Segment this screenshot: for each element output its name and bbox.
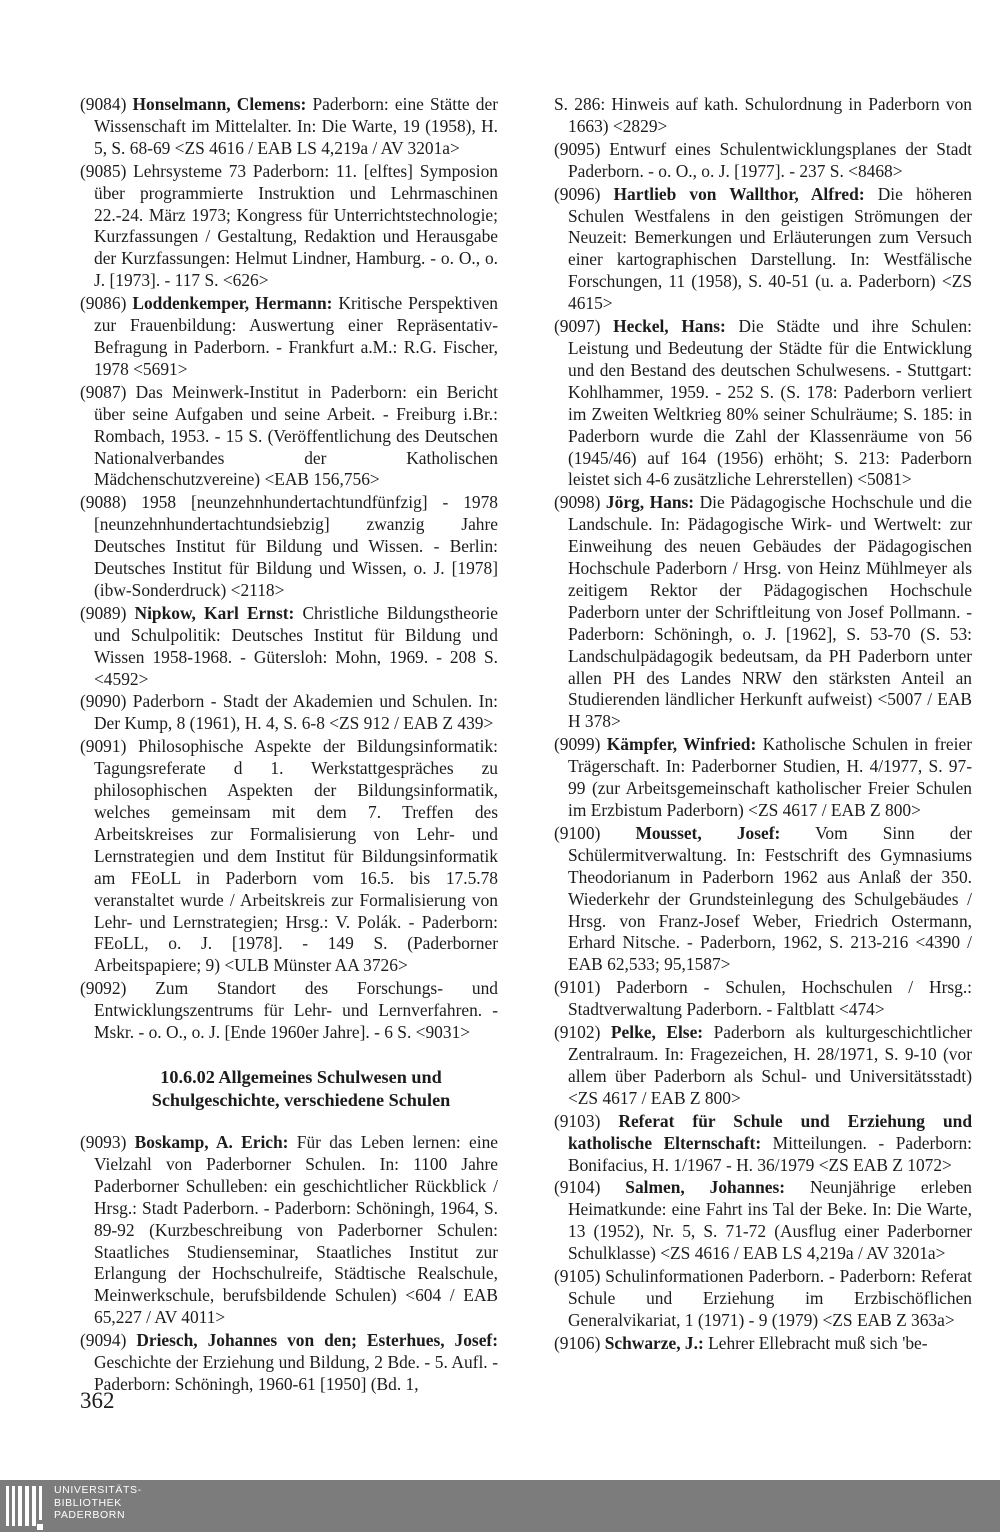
bib-entry: (9089) Nipkow, Karl Ernst: Christliche Bildungstheorie und Schulpolitik: Deutsches Institut für Bildung und Wissen 1958-1968. - Gütersloh: Mohn, 1969. - 208 S. <4592> [80,602,499,689]
bib-entry: (9094) Driesch, Johannes von den; Esterhues, Josef: Geschichte der Erziehung und Bildung, 2 Bde. - 5. Aufl. - Paderborn: Schöningh, 1960-61 [1950] (Bd. 1, [80,1330,499,1394]
bib-entry: (9086) Loddenkemper, Hermann: Kritische Perspektiven zur Frauenbildung: Auswertung einer Repräsentativ-Befragung in Paderborn. - Frankfurt a.M.: R.G. Fischer, 1978 <5691> [80,293,498,379]
bib-entry: (9102) Pelke, Else: Paderborn als kulturgeschichtlicher Zentralraum. In: Fragezeichen, H. 28/1971, S. 9-10 (vor allem über Paderborn als Schul- und Universitätsstadt) <ZS 4617 / EAB Z 800> [554,1022,972,1108]
bib-entry: (9104) Salmen, Johannes: Neunjährige erleben Heimatkunde: eine Fahrt ins Tal der Beke. In: Die Warte, 13 (1952), Nr. 5, S. 71-72 (Ausflug einer Paderborner Schulklasse) <ZS 4616 / EAB LS 4,219a / AV 3201a> [554,1177,972,1264]
bib-entry: (9085) Lehrsysteme 73 Paderborn: 11. [elftes] Symposion über programmierte Instruktion und Lehrmaschinen 22.-24. März 1973; Kongress für Unterrichtstechnologie; Kurzfassungen / Gestaltung, Redaktion und Herausgabe der Kurzfassungen: Helmut Lindner, Hamburg. - o. O., o. J. [1973]. - 117 S. <626> [80,160,498,291]
bib-entry: (9106) Schwarze, J.: Lehrer Ellebracht muß sich 'be- [554,1332,928,1353]
page-number: 362 [80,1388,115,1413]
bib-entry: (9097) Heckel, Hans: Die Städte und ihre Schulen: Leistung und Bedeutung der Städte für die Entwicklung und den Bestand des deutschen Schulwesens. - Stuttgart: Kohlhammer, 1959. - 252 S. (S. 178: Paderborn verliert im Zweiten Weltkrieg 80% seiner Schulräume; S. 185: in Paderborn wurde die Zahl der Klassenräume von 56 (1945/46) auf 164 (1956) erhöht; S. 213: Paderborn leistet sich 4-6 zusätzliche Lehrerstellen) <5081> [554,316,972,490]
left-column [80,94,498,1397]
right-column [554,94,972,1356]
bib-entry: (9101) Paderborn - Schulen, Hochschulen / Hrsg.: Stadtverwaltung Paderborn. - Faltblatt <474> [554,977,972,1020]
bib-entry: (9092) Zum Standort des Forschungs- und Entwicklungszentrums für Lehr- und Lernverfahren. - Mskr. - o. O., o. J. [Ende 1960er Jahre]. - 6 S. <9031> [80,978,498,1043]
bib-entry: (9091) Philosophische Aspekte der Bildungsinformatik: Tagungsreferate d 1. Werkstattgespräches zu philosophischen Aspekten der Bildungsinformatik, welches gemeinsam mit dem 7. Treffen des Arbeitskreises zur Formalisierung von Lehr- und Lernstrategien und dem Institut für Bildungsinformatik am FEoLL in Paderborn vom 16.5. bis 17.5.78 veranstaltet wurde / Arbeitskreis zur Formalisierung von Lehr- und Lernstrategien; Hrsg.: V. Polák. - Paderborn: FEoLL, o. J. [1978]. - 149 S. (Paderborner Arbeitspapiere; 9) <ULB Münster AA 3726> [80,736,498,976]
bib-entry: (9103) Referat für Schule und Erziehung und katholische Elternschaft: Mitteilungen. - Paderborn: Bonifacius, H. 1/1967 - H. 36/1979 <ZS EAB Z 1072> [554,1110,972,1175]
bib-entry: (9087) Das Meinwerk-Institut in Paderborn: ein Bericht über seine Aufgaben und seine Arbeit. - Freiburg i.Br.: Rombach, 1953. - 15 S. (Veröffentlichung des Deutschen Nationalverbandes der Katholischen Mädchenschutzvereine) <EAB 156,756> [80,381,498,490]
bib-entry: (9100) Mousset, Josef: Vom Sinn der Schülermitverwaltung. In: Festschrift des Gymnasiums Theodorianum in Paderborn 1962 aus Anlaß der 350. Wiederkehr der Grundsteinlegung des Schulgebäudes / Hrsg. von Franz-Josef Weber, Friedrich Ostermann, Erhard Nitsche. - Paderborn, 1962, S. 213-216 <4390 / EAB 62,533; 95,1587> [554,822,972,975]
bib-entry: (9098) Jörg, Hans: Die Pädagogische Hochschule und die Landschule. In: Pädagogische Wirk- und Wertwelt: zur Einweihung des neuen Gebäudes der Pädagogischen Hochschule Paderborn / Hrsg. von Heinz Mühlmeyer als zeitigem Rektor der Pädagogischen Hochschule Paderborn unter der Schriftleitung von Josef Pollmann. - Paderborn: Schöningh, o. J. [1962], S. 53-70 (S. 53: Landschulpädagogik bedeutsam, da PH Paderborn unter allen PH des Landes NRW den stärksten Anteil an Studierenden ländlicher Herkunft aufweist) <5007 / EAB H 378> [554,492,972,732]
bib-entry: (9093) Boskamp, A. Erich: Für das Leben lernen: eine Vielzahl von Paderborner Schulen. In: 1100 Jahre Paderborner Schulleben: ein geschichtlicher Rückblick / Hrsg.: Stadt Paderborn. - Paderborn: Schöningh, 1964, S. 89-92 (Kurzbeschreibung von Paderborner Schulen: Staatliches Studienseminar, Staatliches Institut zur Erlangung der Hochschulreife, Städtische Realschule, Meinwerkschule, berufsbildende Schulen) <604 / EAB 65,227 / AV 4011> [80,1131,498,1328]
bib-entry: (9105) Schulinformationen Paderborn. - Paderborn: Referat Schule und Erziehung im Erzbischöflichen Generalvikariat, 1 (1971) - 9 (1979) <ZS EAB Z 363a> [554,1266,972,1330]
section-heading: 10.6.02 Allgemeines Schulwesen und Schulgeschichte, verschiedene Schulen [151,1066,451,1110]
bib-entry: (9099) Kämpfer, Winfried: Katholische Schulen in freier Trägerschaft. In: Paderborner Studien, H. 4/1977, S. 97-99 (zur Arbeitsgemeinschaft katholischer Freier Schulen im Erzbistum Paderborn) <ZS 4617 / EAB Z 800> [554,734,972,820]
bib-entry: (9090) Paderborn - Stadt der Akademien und Schulen. In: Der Kump, 8 (1961), H. 4, S. 6-8 <ZS 912 / EAB Z 439> [80,691,498,734]
bib-entry: (9096) Hartlieb von Wallthor, Alfred: Die höheren Schulen Westfalens in den geistigen Strömungen der Neuzeit: Bemerkungen und Erläuterungen zum Versuch einer kartographischen Darstellung. In: Westfälische Forschungen, 11 (1958), S. 40-51 (u. a. Paderborn) <ZS 4615> [554,183,972,314]
bib-entry: (9088) 1958 [neunzehnhundertachtundfünfzig] - 1978 [neunzehnhundertachtundsiebzig] zwanzig Jahre Deutsches Institut für Bildung und Wissen. - Berlin: Deutsches Institut für Bildung und Wissen, o. J. [1978] (ibw-Sonderdruck) <2118> [80,492,498,600]
library-footer [0,1480,1000,1532]
bib-entry: (9095) Entwurf eines Schulentwicklungsplanes der Stadt Paderborn. - o. O., o. J. [1977]. - 237 S. <8468> [554,138,972,181]
bib-entry-continuation: S. 286: Hinweis auf kath. Schulordnung in Paderborn von 1663) <2829> [554,94,972,136]
library-logo-icon [0,1480,50,1532]
library-name: UNIVERSITÄTS- BIBLIOTHEK PADERBORN [54,1484,142,1521]
bib-entry: (9084) Honselmann, Clemens: Paderborn: eine Stätte der Wissenschaft im Mittelalter. In: Die Warte, 19 (1958), H. 5, S. 68-69 <ZS 4616 / EAB LS 4,219a / AV 3201a> [80,94,498,158]
